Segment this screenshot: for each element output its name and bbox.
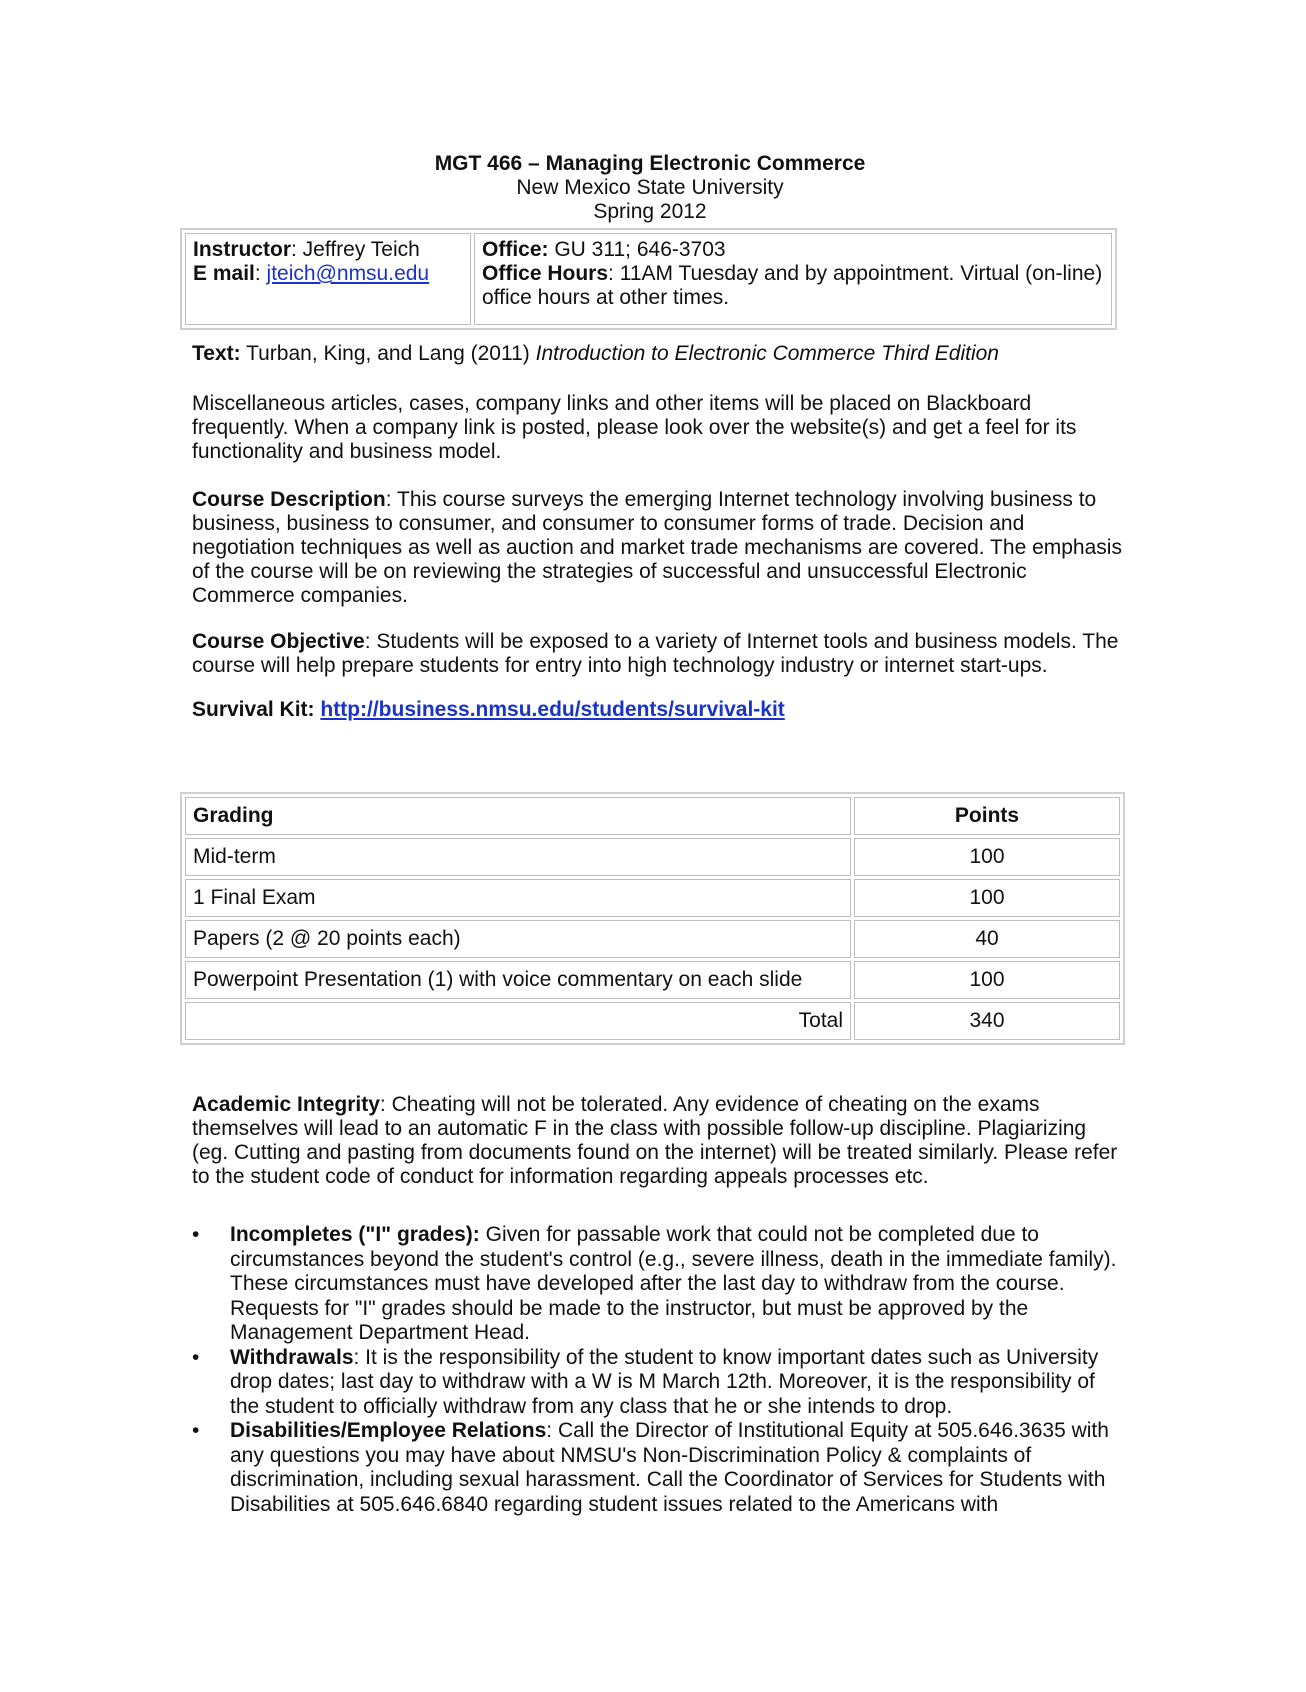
points-header: Points [854,797,1120,835]
textbook-title: Introduction to Electronic Commerce Third Edition [535,342,999,365]
instructor-cell [185,233,471,325]
grading-header-row [185,797,1120,835]
university-name: New Mexico State University [516,176,784,199]
course-objective-label: Course Objective [192,630,365,653]
course-description-label: Course Description [192,488,386,511]
bullet-icon: • [192,1223,200,1246]
survival-kit-link[interactable]: http://business.nmsu.edu/students/survival-kit [320,698,785,721]
course-title: MGT 466 – Managing Electronic Commerce [434,152,866,175]
office-line [482,238,1104,262]
textbook-line [192,342,1122,366]
email-line [193,262,463,286]
policy-text: Given for passable work that could not be completed due to circumstances beyond the student's control (e.g., severe illness, death in the immediate family). These circumstances must have developed after the last day to withdraw from the course. Requests for "I" grades should be made to the instructor, but must be approved by the Management Department Head. [230,1223,1117,1344]
textbook-authors: Turban, King, and Lang (2011) [240,342,536,365]
grading-item: 1 Final Exam [185,879,851,917]
policy-text: : Call the Director of Institutional Equity at 505.646.3635 with any questions you may have about NMSU's Non-Discrimination Policy & complaints of discrimination, including sexual harassment. Call the Coordinator of Services for Students with Disabilities at 505.646.6840 regarding student issues related to the Americans with [230,1419,1109,1516]
office-hours-value: : 11AM Tuesday and by appointment. Virtual (on-line) office hours at other times. [482,262,1103,309]
email-label: E mail [193,262,255,285]
course-objective-text: : Students will be exposed to a variety of Internet tools and business models. The course will help prepare students for entry into high technology industry or internet start-ups. [192,630,1119,677]
list-item [192,1419,1122,1517]
bullet-icon: • [192,1345,200,1369]
policy-text: : It is the responsibility of the student to know important dates such as University drop dates; last day to withdraw with a W is M March 12th. Moreover, it is the responsibility of the student to officially withdraw from any class that he or she intends to drop. [230,1345,1099,1418]
office-hours-line [482,262,1104,310]
email-link[interactable]: jteich@nmsu.edu [266,262,430,285]
instructor-info-table [180,228,1117,330]
instructor-line [193,238,463,262]
document-header [180,152,1120,224]
list-item [192,1346,1122,1420]
table-row [185,879,1120,917]
office-label: Office: [482,238,549,261]
list-item [192,1223,1122,1346]
policy-list [192,1223,1122,1517]
course-description [192,488,1122,608]
total-label: Total [185,1002,851,1040]
course-description-text: : This course surveys the emerging Internet technology involving business to business, business to consumer, and consumer to consumer forms of trade. Decision and negotiation techniques as well as auction and market trade mechanisms are covered. The emphasis of the course will be on reviewing the strategies of successful and unsuccessful Electronic Commerce companies. [192,488,1122,607]
grading-points: 100 [854,838,1120,876]
academic-integrity [192,1093,1122,1189]
office-value: GU 311; 646-3703 [548,238,726,261]
academic-integrity-text: : Cheating will not be tolerated. Any evidence of cheating on the exams themselves will lead to an automatic F in the class with possible follow-up discipline. Plagiarizing (eg. Cutting and pasting from documents found on the internet) will be treated similarly. Please refer to the student code of conduct for information regarding appeals processes etc. [192,1093,1118,1188]
total-value: 340 [854,1002,1120,1040]
policy-label: Incompletes ("I" grades): [230,1223,480,1246]
office-hours-label: Office Hours [482,262,609,285]
office-cell [474,233,1112,325]
survival-kit-label: Survival Kit: [192,698,321,721]
survival-kit-line [192,698,1122,722]
policy-label: Withdrawals [230,1345,354,1369]
grading-points: 100 [854,879,1120,917]
grading-item: Mid-term [185,838,851,876]
grading-item: Powerpoint Presentation (1) with voice commentary on each slide [185,961,851,999]
grading-item: Papers (2 @ 20 points each) [185,920,851,958]
term: Spring 2012 [593,200,707,223]
table-row [185,838,1120,876]
grading-header: Grading [185,797,851,835]
course-objective [192,630,1122,678]
policy-label: Disabilities/Employee Relations [230,1419,547,1442]
email-separator: : [254,262,267,285]
bullet-icon: • [192,1419,200,1442]
instructor-name: : Jeffrey Teich [291,238,420,261]
grading-table [180,792,1125,1045]
textbook-label: Text: [192,342,241,365]
grading-points: 40 [854,920,1120,958]
academic-integrity-label: Academic Integrity [192,1093,380,1116]
table-row [185,961,1120,999]
grading-total-row [185,1002,1120,1040]
grading-points: 100 [854,961,1120,999]
misc-paragraph: Miscellaneous articles, cases, company links and other items will be placed on Blackboard frequently. When a company link is posted, please look over the website(s) and get a feel for its functionality and business model. [192,392,1077,463]
table-row [185,920,1120,958]
instructor-label: Instructor [193,238,292,261]
